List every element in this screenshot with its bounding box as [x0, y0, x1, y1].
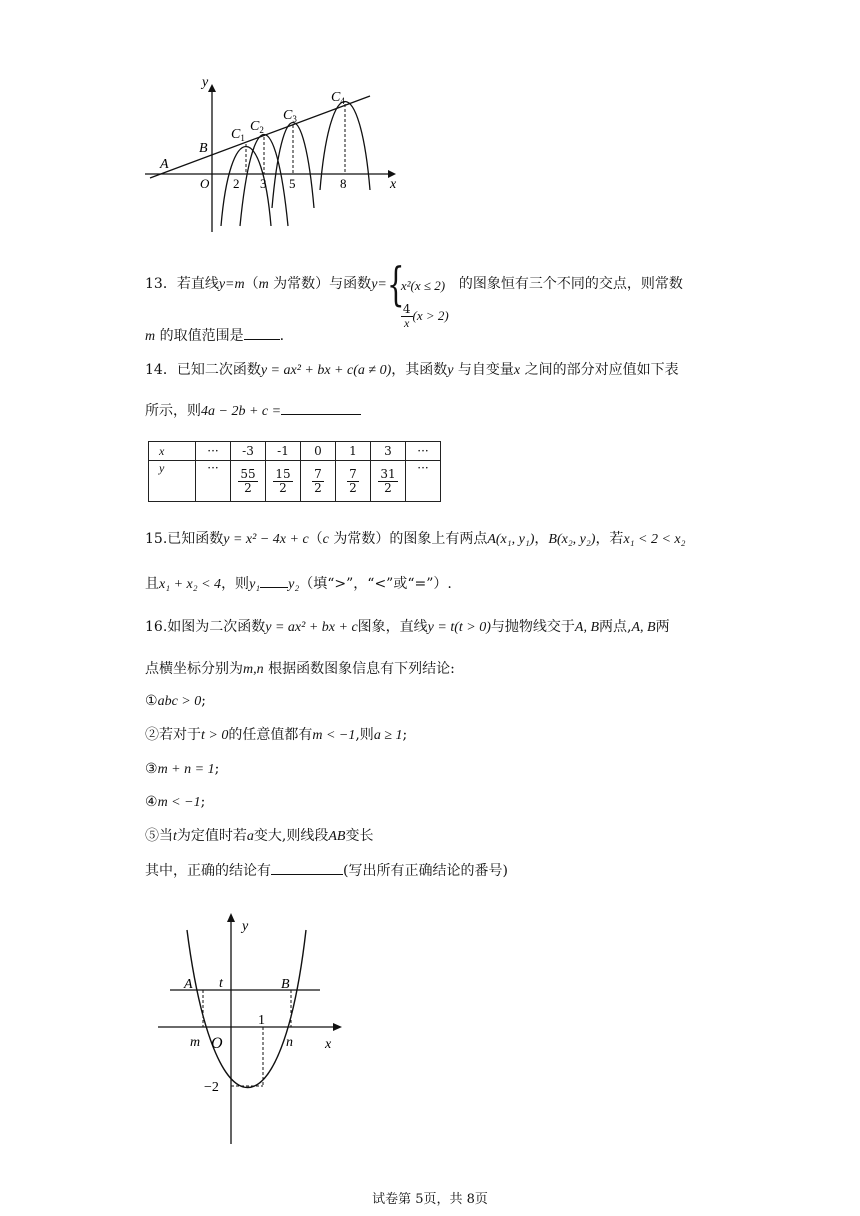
q14-answer-blank[interactable]	[281, 400, 361, 415]
table-cell	[266, 461, 301, 502]
frac-num: 15	[275, 466, 291, 481]
fig1-tick-5: 5	[289, 176, 296, 191]
q13-text-b: y=m	[218, 277, 245, 292]
fig1-tick-3: 3	[260, 176, 267, 191]
frac-den: 2	[314, 480, 322, 495]
frac-num: 7	[314, 466, 322, 481]
q16-text-d: 两点,	[599, 619, 632, 635]
q16-item-3	[145, 759, 219, 780]
q13-line2-end: .	[279, 328, 285, 344]
y-axis-arrow	[227, 913, 235, 922]
frac-num: 55	[240, 466, 256, 481]
q13-number: 13．	[145, 276, 177, 292]
fig2-label-m: m	[190, 1035, 201, 1050]
table-cell: -1	[266, 442, 301, 461]
frac-den: 2	[279, 480, 287, 495]
fig2-x-label: x	[325, 1037, 332, 1052]
item-mark: ③	[145, 761, 158, 777]
item-mid: 为定值时若	[176, 828, 247, 844]
q13-text-d: m	[258, 277, 269, 292]
item-mark: ①	[145, 693, 158, 709]
q13-case2-cond: (x > 2)	[412, 308, 449, 323]
q16-item-4	[145, 792, 205, 813]
item-math2: a	[246, 829, 254, 844]
fig1-x-label: x	[390, 177, 397, 192]
fig2-label-neg2: −2	[204, 1080, 219, 1095]
fig1-origin: O	[200, 176, 210, 191]
fig1-c4: $C_4$	[331, 90, 345, 106]
q13-brace: {	[386, 257, 405, 311]
q15-line2-a: 且	[145, 576, 159, 592]
q15-line2-cond: x₁ + x₂ < 4	[159, 577, 222, 592]
q15-line2	[145, 573, 452, 595]
q15-var-c: c	[322, 532, 329, 547]
table-cell: 1	[336, 442, 371, 461]
q16-item-1	[145, 691, 206, 712]
table-cell: ···	[406, 442, 441, 461]
q15-y2: y₂	[288, 577, 300, 592]
fig1-c3: $C_3$	[283, 108, 297, 124]
q15-line2-b: ，则	[221, 576, 250, 592]
q16-text-e: 两	[655, 619, 670, 635]
q15-answer-blank[interactable]	[260, 573, 288, 588]
item-math: m < −1	[157, 795, 201, 810]
fig1-tick-2: 2	[233, 176, 240, 191]
fig2-label-n: n	[286, 1035, 293, 1050]
q13-text-e: 为常数）与函数	[268, 276, 372, 292]
q14-line2	[145, 400, 361, 422]
figure-parabola-line-t	[150, 905, 350, 1150]
y-axis-arrow	[208, 84, 216, 92]
frac-num: 31	[380, 466, 396, 481]
figure-parabolas-and-line	[140, 70, 410, 240]
q13-line2-m: m	[145, 329, 156, 344]
frac-den: 2	[349, 480, 357, 495]
q13-case2	[401, 286, 449, 347]
q15-line1	[145, 529, 686, 550]
table-cell	[336, 461, 371, 502]
q15-sep: ，	[534, 531, 549, 547]
table-cell	[231, 461, 266, 502]
q13-text-a: 若直线	[176, 276, 219, 292]
fig2-label-1: 1	[258, 1013, 265, 1028]
q14-text-b: ，其函数	[391, 362, 448, 378]
q16-line2	[145, 659, 455, 680]
item-math: t	[173, 829, 177, 844]
q16-line1	[145, 617, 670, 638]
item-pre: 若对于	[159, 727, 201, 743]
q14-var-x: x	[513, 363, 521, 378]
item-tail: ;	[214, 761, 220, 777]
item-mark: ②	[145, 727, 159, 743]
page-footer: 试卷第 5页，共 8页	[372, 1192, 488, 1207]
q14-line2-formula: 4a − 2b + c =	[201, 404, 282, 419]
q15-formula: y = x² − 4x + c	[223, 532, 309, 547]
q16-line-eq: y = t(t > 0)	[427, 620, 491, 635]
q15-point-a: A(x₁, y₁)	[487, 532, 535, 547]
q16-text-c: 与抛物线交于	[490, 619, 575, 635]
q16-ab2: A, B	[631, 620, 656, 635]
q14-value-table	[148, 441, 441, 502]
fig1-c2: $C_2$	[250, 119, 264, 135]
q13-text-g: 的图象恒有三个不同的交点，则常数	[458, 276, 683, 292]
q15-text-d: ，若	[595, 531, 624, 547]
table-cell: -3	[231, 442, 266, 461]
q14-text-a: 已知二次函数	[176, 362, 261, 378]
item-mid: 的任意值都有	[228, 727, 313, 743]
q16-last-b: (写出所有正确结论的番号)	[343, 863, 508, 879]
q13-text-f: y=	[371, 277, 387, 292]
table-cell: ···	[196, 461, 231, 502]
table-cell: ···	[196, 442, 231, 461]
table-cell: 0	[301, 442, 336, 461]
item-math3: a ≥ 1	[373, 728, 403, 743]
q14-line1	[145, 360, 679, 381]
item-pre: 当	[159, 828, 173, 844]
q13-line1	[145, 254, 683, 330]
q16-line2-a: 点横坐标分别为	[145, 661, 243, 677]
item-mark: ⑤	[145, 828, 159, 844]
q16-item-2	[145, 725, 407, 746]
table-cell: 3	[371, 442, 406, 461]
frac-den: 2	[244, 480, 252, 495]
fig2-y-label: y	[242, 919, 249, 934]
fig2-label-t: t	[219, 976, 223, 991]
q15-y1: y₁	[249, 577, 261, 592]
item-mid2: ,则	[355, 727, 374, 743]
q15-line2-c: （填“>”，“<”或“=”）.	[299, 576, 452, 592]
table-row	[149, 442, 441, 461]
q14-var-y: y	[447, 363, 454, 378]
fig1-point-a: A	[160, 157, 169, 172]
q16-answer-blank[interactable]	[271, 860, 343, 875]
q14-formula: y = ax² + bx + c(a ≠ 0)	[260, 363, 392, 378]
q15-text-b: （	[308, 531, 323, 547]
table-cell-y-label: y	[149, 461, 196, 502]
q15-text-c: 为常数）的图象上有两点	[328, 531, 488, 547]
q13-piecewise	[386, 254, 459, 330]
q13-text-c: （	[244, 276, 259, 292]
q14-number: 14．	[145, 362, 177, 378]
q16-number: 16.	[145, 619, 168, 635]
q15-cond: x₁ < 2 < x₂	[623, 532, 686, 547]
q13-case1: x²(x ≤ 2)	[400, 278, 446, 293]
item-mid2: 变大,则线段	[253, 828, 329, 844]
q16-last-a: 其中，正确的结论有	[145, 863, 271, 879]
q14-text-c: 与自变量	[453, 362, 514, 378]
q16-last-line	[145, 860, 508, 881]
q16-text-a: 如图为二次函数	[167, 619, 266, 635]
item-math: t > 0	[201, 728, 229, 743]
q16-mn: m,n	[243, 662, 264, 677]
fig1-tick-8: 8	[340, 176, 347, 191]
q15-number: 15.	[145, 531, 168, 547]
item-math: abc > 0	[157, 694, 202, 709]
fig1-c1: $C_1$	[231, 127, 245, 143]
q15-point-b: B(x₂, y₂)	[548, 532, 596, 547]
q14-line2-a: 所示，则	[145, 403, 201, 419]
table-cell-x-label: x	[149, 442, 196, 461]
q16-item-5	[145, 826, 373, 847]
fig2-point-b: B	[281, 977, 290, 992]
item-tail: 变长	[345, 828, 374, 844]
item-math2: m < −1	[312, 728, 356, 743]
parabola	[187, 930, 306, 1088]
q16-text-b: 图象，直线	[357, 619, 428, 635]
q13-case2-den: x	[404, 316, 410, 330]
q16-ab: A, B	[574, 620, 599, 635]
fig2-point-a: A	[184, 977, 193, 992]
fig1-point-b: B	[199, 141, 208, 156]
table-cell	[301, 461, 336, 502]
q16-formula: y = ax² + bx + c	[265, 620, 358, 635]
item-mark: ④	[145, 794, 158, 810]
q13-case2-num: 4	[402, 302, 411, 316]
table-row	[149, 461, 441, 502]
q13-line2	[145, 325, 284, 347]
item-tail: ;	[201, 693, 206, 709]
fig2-label-o: O	[211, 1035, 223, 1052]
frac-den: 2	[384, 480, 392, 495]
table-cell: ···	[406, 461, 441, 502]
q13-line2-text: 的取值范围是	[155, 328, 244, 344]
item-math: m + n = 1	[157, 762, 215, 777]
q16-line2-b: 根据函数图象信息有下列结论:	[263, 661, 455, 677]
x-axis-arrow	[333, 1023, 342, 1031]
q14-text-d: 之间的部分对应值如下表	[520, 362, 679, 378]
item-tail: ;	[402, 727, 408, 743]
frac-num: 7	[349, 466, 357, 481]
q15-text-a: 已知函数	[167, 531, 224, 547]
table-cell	[371, 461, 406, 502]
fig1-y-label: y	[202, 75, 209, 90]
q13-answer-blank[interactable]	[244, 325, 280, 340]
item-tail: ;	[200, 794, 206, 810]
item-math3: AB	[328, 829, 346, 844]
